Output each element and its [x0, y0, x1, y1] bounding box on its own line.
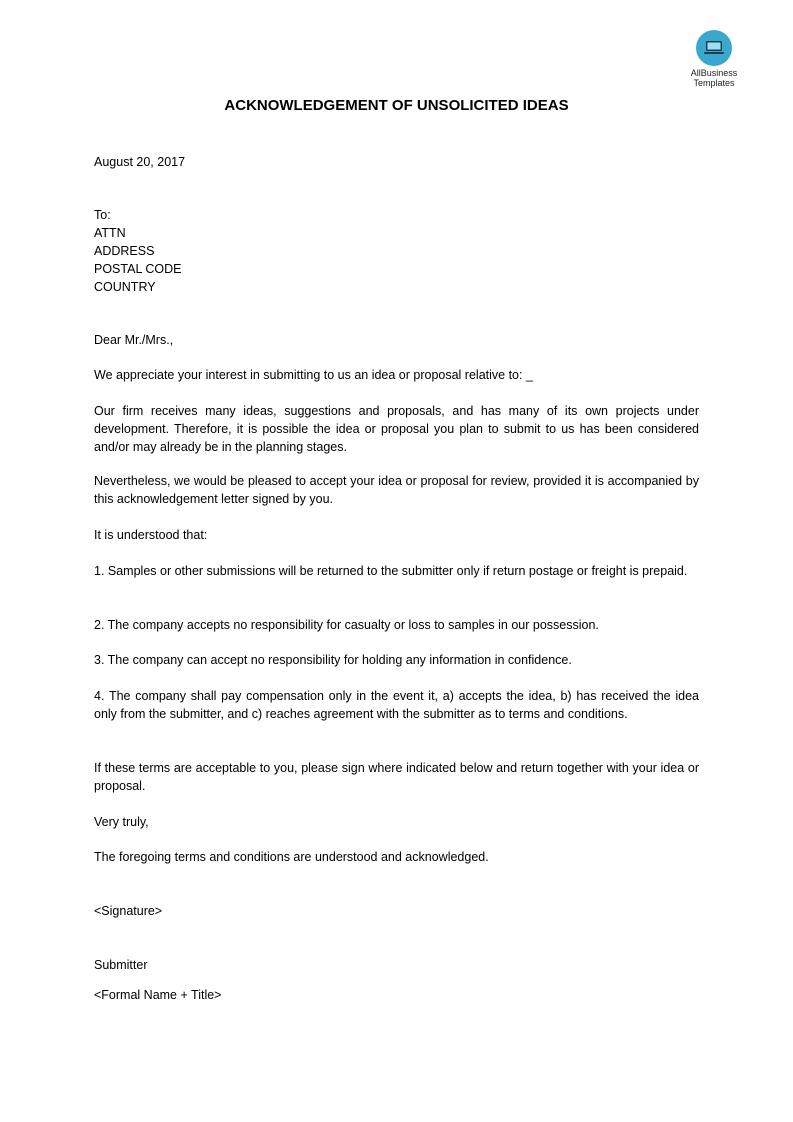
address-postal-code: POSTAL CODE	[94, 262, 182, 276]
paragraph-understood: It is understood that:	[94, 528, 208, 542]
list-item: 1. Samples or other submissions will be returned to the submitter only if return postage or freight is prepaid.	[94, 564, 688, 578]
submitter-label: Submitter	[94, 958, 148, 972]
address-country: COUNTRY	[94, 280, 156, 294]
formal-name-title: <Formal Name + Title>	[94, 988, 222, 1002]
recipient-address	[94, 206, 699, 296]
signature-placeholder: <Signature>	[94, 904, 163, 918]
paragraph-firm-ideas: Our firm receives many ideas, suggestions and proposals, and has many of its own projects under development. Therefore, it is possible the idea or proposal you plan to submit to us has been considered and/or may already be in the planning stages.	[94, 404, 699, 454]
paragraph-review: Nevertheless, we would be pleased to accept your idea or proposal for review, provided it is accompanied by this acknowledgement letter signed by you.	[94, 474, 699, 506]
list-item: 2. The company accepts no responsibility for casualty or loss to samples in our possession.	[94, 618, 599, 632]
laptop-icon	[696, 30, 732, 66]
paragraph-sign-return: If these terms are acceptable to you, please sign where indicated below and return together with your idea or proposal.	[94, 761, 699, 793]
logo-text-line1: AllBusiness	[690, 68, 738, 78]
address-street: ADDRESS	[94, 244, 155, 258]
logo-text-line2: Templates	[693, 78, 735, 88]
salutation: Dear Mr./Mrs.,	[94, 333, 174, 347]
letter-date: August 20, 2017	[94, 155, 186, 169]
address-to: To:	[94, 208, 111, 222]
list-item: 3. The company can accept no responsibility for holding any information in confidence.	[94, 653, 572, 667]
document-title: ACKNOWLEDGEMENT OF UNSOLICITED IDEAS	[224, 97, 569, 114]
company-logo	[668, 30, 760, 88]
closing: Very truly,	[94, 815, 149, 829]
paragraph-interest: We appreciate your interest in submitting to us an idea or proposal relative to: _	[94, 368, 533, 382]
list-item: 4. The company shall pay compensation only in the event it, a) accepts the idea, b) has received the idea only from the submitter, and c) reaches agreement with the submitter as to terms and conditions.	[94, 689, 699, 721]
address-attn: ATTN	[94, 226, 126, 240]
paragraph-acknowledged: The foregoing terms and conditions are understood and acknowledged.	[94, 850, 489, 864]
